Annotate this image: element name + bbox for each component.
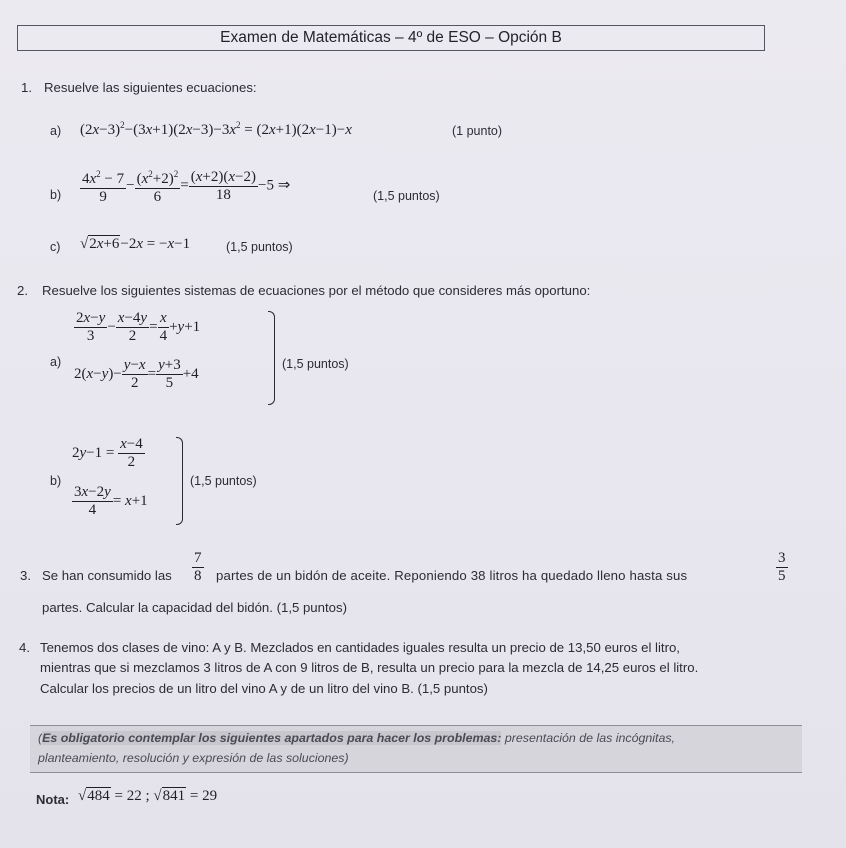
instructions-line-1: (Es obligatorio contemplar los siguientes apartados para hacer los problemas: presentación de las incógnitas,	[38, 731, 675, 745]
q1a-label: a)	[50, 124, 62, 138]
q2a-label: a)	[50, 355, 62, 369]
nota-equations: √484 = 22 ; √841 = 29	[78, 788, 218, 804]
q3-frac2-num: 3	[778, 550, 786, 566]
q1b-equation: $\frac{4x^2 - 7}{9}$ − $\frac{(x^2+2)^2}{6}$ = $\frac{(x+2)(x-2)}{18}$ −5 ⇒	[82, 168, 291, 205]
nota-result-2: = 29	[189, 788, 218, 804]
q2b-brace	[176, 437, 183, 525]
instructions-box	[30, 725, 802, 773]
instructions-highlight: Es obligatorio contemplar los siguientes apartados para hacer los problemas:	[42, 731, 502, 745]
question-2-number: 2.	[17, 283, 28, 298]
nota-radicand-2: 841	[162, 788, 186, 804]
q3-frac-num: 7	[194, 550, 202, 566]
q2a-equation-1: $\frac{2x-y}{3}$ − $\frac{x-4y}{2}$ = $\frac{x}{4}$ +y+1	[76, 310, 201, 344]
q1a-equation: $(2x-3)^2-(3x+1)(2x-3)-3x^2 = (2x+1)(2x-1)-x$	[80, 120, 352, 138]
q1b-points: (1,5 puntos)	[373, 189, 440, 203]
q3-fraction-3-5	[776, 550, 788, 585]
q3-frac2-den: 5	[778, 568, 786, 584]
question-4-line-3: Calcular los precios de un litro del vino A y de un litro del vino B. (1,5 puntos)	[40, 681, 488, 696]
question-1-text: Resuelve las siguientes ecuaciones:	[44, 80, 257, 95]
page-title: Examen de Matemáticas – 4º de ESO – Opción B	[17, 25, 765, 51]
nota-separator: ;	[145, 788, 150, 804]
nota-result-1: = 22	[114, 788, 142, 804]
q1c-label: c)	[50, 240, 61, 254]
question-4-line-1: Tenemos dos clases de vino: A y B. Mezclados en cantidades iguales resulta un precio de 13,50 euros el litro,	[40, 640, 680, 655]
q3-frac-den: 8	[194, 568, 202, 584]
q3-fraction-7-8	[192, 550, 204, 585]
question-3-number: 3.	[20, 568, 31, 583]
nota-label: Nota:	[36, 792, 70, 807]
q2a-brace	[268, 311, 275, 405]
q1b-label: b)	[50, 188, 62, 202]
q1c-equation: √2x+6−2x = −x−1	[80, 236, 191, 252]
question-1-number: 1.	[21, 80, 32, 95]
nota-radicand-1: 484	[87, 788, 110, 804]
instructions-rest: presentación de las incógnitas,	[504, 731, 675, 745]
q2a-equation-2: 2(x−y)− $\frac{y-x}{2}$ = $\frac{y+3}{5}$ +4	[74, 357, 199, 391]
q2b-equation-1: 2y−1 = $\frac{x-4}{2}$	[72, 436, 143, 470]
question-4-line-2: mientras que si mezclamos 3 litros de A con 9 litros de B, resulta un precio para la mezcla de 14,25 euros el litro.	[40, 660, 699, 675]
instructions-line-2: planteamiento, resolución y expresión de las soluciones)	[38, 751, 349, 765]
question-3-text-3: partes. Calcular la capacidad del bidón. (1,5 puntos)	[42, 600, 347, 615]
question-3-text-1: Se han consumido las	[42, 568, 172, 583]
question-3-text-2: partes de un bidón de aceite. Reponiendo 38 litros ha quedado lleno hasta sus	[216, 568, 688, 583]
q2a-points: (1,5 puntos)	[282, 357, 349, 371]
q1c-points: (1,5 puntos)	[226, 240, 293, 254]
q1a-points: (1 punto)	[452, 124, 503, 138]
q2b-points: (1,5 puntos)	[190, 474, 257, 488]
question-4-number: 4.	[19, 640, 30, 655]
q2b-equation-2: $\frac{3x-2y}{4}$ = x+1	[74, 484, 148, 518]
question-2-text: Resuelve los siguientes sistemas de ecuaciones por el método que consideres más oportuno:	[42, 283, 591, 298]
q2b-label: b)	[50, 474, 62, 488]
